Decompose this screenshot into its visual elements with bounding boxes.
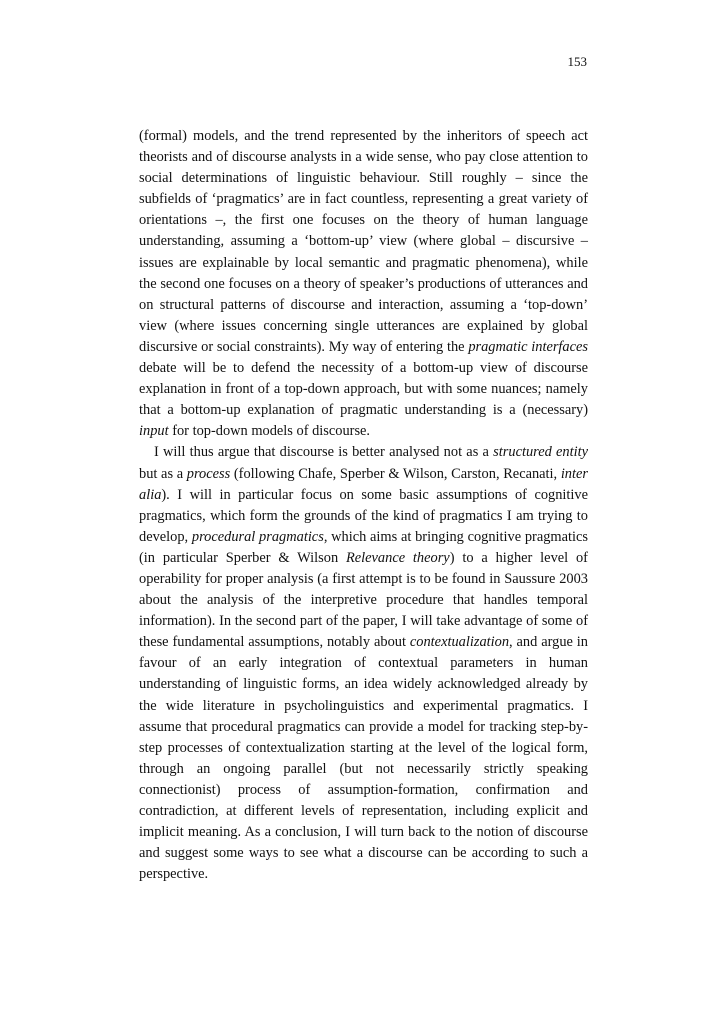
italic-term: structured entity: [493, 444, 589, 461]
italic-term: procedural pragmatics: [191, 528, 324, 545]
body-text: [139, 126, 588, 885]
italic-term: input: [139, 423, 169, 440]
text-run: debate will be to defend the necessity of a bottom-up view of discourse explanation in front of a top-down approach, but with some nuances; namely that a bottom-up explanation of pragmatic understanding is a (necessary): [139, 360, 588, 419]
paragraph-2: [139, 442, 588, 885]
text-run: , and argue in favour of an early integration of contextual parameters in human understanding of linguistic forms, an idea widely acknowledged already by the wide literature in psycholinguistics and experimental pragmatics. I assume that procedural pragmatics can provide a model for tracking step-by-step processes of contextualization starting at the level of the logical form, through an ongoing parallel (but not necessarily strictly speaking connectionist) process of assumption-formation, confirmation and contradiction, at different levels of representation, including explicit and implicit meaning. As a conclusion, I will turn back to the notion of discourse and suggest some ways to see what a discourse can be according to such a perspective.: [139, 634, 589, 883]
text-run: , which aims at bringing cognitive pragmatics (in particular Sperber & Wilson: [139, 528, 588, 566]
text-run: but as a: [139, 465, 187, 482]
text-run: ) to a higher level of operability for proper analysis (a first attempt is to be found in Saussure 2003 about the analysis of the interpretive procedure that handles temporal information). In the second part of the paper, I will take advantage of some of these fundamental assumptions, notably about: [139, 549, 588, 651]
paragraph-1: [139, 126, 588, 442]
italic-term: pragmatic interfaces: [468, 338, 588, 355]
text-run: I will thus argue that discourse is better analysed not as a: [154, 444, 494, 461]
text-run: for top-down models of discourse.: [168, 423, 371, 440]
page-number: 153: [567, 54, 587, 69]
text-run: (following Chafe, Sperber & Wilson, Carston, Recanati,: [230, 465, 561, 482]
italic-term: process: [186, 465, 231, 482]
italic-term: contextualization: [409, 634, 510, 651]
text-run: (formal) models, and the trend represented by the inheritors of speech act theorists and of discourse analysts in a wide sense, who pay close attention to social determinations of linguistic behaviour. Still roughly – since the subfields of ‘pragmatics’ are in fact countless, representing a great variety of orientations –, the first one focuses on the theory of human language understanding, assuming a ‘bottom-up’ view (where global – discursive – issues are explainable by local semantic and pragmatic phenomena), while the second one focuses on a theory of speaker’s productions of utterances and on structural patterns of discourse and interaction, assuming a ‘top-down’ view (where issues concerning single utterances are explained by global discursive or social constraints). My way of entering the: [139, 128, 588, 355]
italic-term: Relevance theory: [345, 549, 450, 566]
italic-term: inter alia: [139, 465, 588, 503]
text-run: ). I will in particular focus on some basic assumptions of cognitive pragmatics, which form the grounds of the kind of pragmatics I am trying to develop,: [139, 486, 588, 545]
